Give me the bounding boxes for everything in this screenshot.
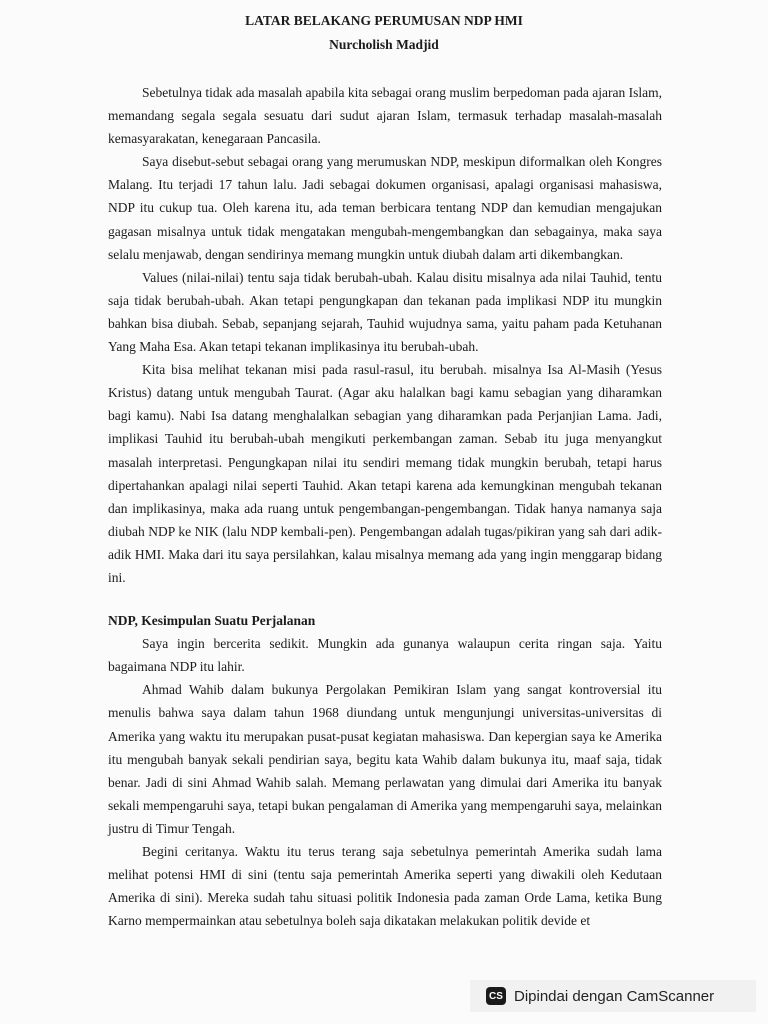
- section-heading: NDP, Kesimpulan Suatu Perjalanan: [108, 613, 316, 629]
- paragraph: Saya disebut-sebut sebagai orang yang merumuskan NDP, meskipun diformalkan oleh Kongres Malang. Itu terjadi 17 tahun lalu. Jadi sebagai dokumen organisasi, apalagi organisasi mahasiswa, NDP itu cukup tua. Oleh karena itu, ada teman berbicara tentang NDP dan kemudian mengajukan gagasan misalnya untuk tidak mengatakan mengubah-mengembangkan dan sebagainya, maka saya selalu menjawab, dengan sendirinya memang mungkin untuk diubah dalam arti dikembangkan.: [108, 154, 662, 262]
- paragraph: Saya ingin bercerita sedikit. Mungkin ada gunanya walaupun cerita ringan saja. Yaitu bagaimana NDP itu lahir.: [108, 636, 662, 675]
- paragraph: Kita bisa melihat tekanan misi pada rasul-rasul, itu berubah. misalnya Isa Al-Masih (Yesus Kristus) datang untuk mengubah Taurat. (Agar aku halalkan bagi kamu sebagian yang diharamkan bagi kamu). Nabi Isa datang menghalalkan sebagian yang diharamkan pada Perjanjian Lama. Jadi, implikasi Tauhid itu berubah-ubah mengikuti perkembangan zaman. Sebab itu juga menyangkut masalah interpretasi. Pengungkapan nilai itu sendiri memang tidak mungkin berubah, tetapi harus dipertahankan apalagi nilai seperti Tauhid. Akan tetapi karena ada kemungkinan mengubah tekanan dan implikasinya, maka ada ruang untuk pengembangan-pengembangan. Tidak hanya namanya saja diubah NDP ke NIK (lalu NDP kembali-pen). Pengembangan adalah tugas/pikiran yang sah dari adik-adik HMI. Maka dari itu saya persilahkan, kalau misalnya memang ada yang ingin menggarap bidang ini.: [108, 362, 662, 585]
- camscanner-logo-icon: CS: [486, 987, 506, 1005]
- camscanner-watermark: [470, 980, 756, 1012]
- paragraph: Begini ceritanya. Waktu itu terus terang saja sebetulnya pemerintah Amerika sudah lama melihat potensi HMI di sini (tentu saja pemerintah Amerika seperti yang diwakili oleh Kedutaan Amerika di sini). Mereka sudah tahu situasi politik Indonesia pada zaman Orde Lama, ketika Bung Karno mempermainkan atau sebetulnya boleh saja dikatakan melakukan politik devide et: [108, 844, 662, 929]
- paragraph: Values (nilai-nilai) tentu saja tidak berubah-ubah. Kalau disitu misalnya ada nilai Tauhid, tentu saja tidak berubah-ubah. Akan tetapi pengungkapan dan tekanan pada implikasi NDP itu mungkin bahkan bisa diubah. Sebab, sepanjang sejarah, Tauhid wujudnya sama, yaitu paham pada Ketuhanan Yang Maha Esa. Akan tetapi tekanan implikasinya itu berubah-ubah.: [108, 269, 662, 355]
- document-author: Nurcholish Madjid: [329, 37, 439, 52]
- paragraph: Ahmad Wahib dalam bukunya Pergolakan Pemikiran Islam yang sangat kontroversial itu menulis bahwa saya dalam tahun 1968 diundang untuk mengunjungi universitas-universitas di Amerika yang waktu itu merupakan pusat-pusat kegiatan mahasiswa. Dan kepergian saya ke Amerika itu mengubah banyak sekali pendirian saya, begitu kata Wahib dalam bukunya itu, maaf saja, tidak benar. Jadi di sini Ahmad Wahib salah. Memang perlawatan yang dimulai dari Amerika itu banyak sekali mempengaruhi saya, tetapi bukan pengalaman di Amerika yang mempengaruhi saya, melainkan justru di Timur Tengah.: [108, 682, 662, 836]
- paragraph: Sebetulnya tidak ada masalah apabila kita sebagai orang muslim berpedoman pada ajaran Islam, memandang segala segala sesuatu dari sudut ajaran Islam, termasuk terhadap masalah-masalah kemasyarakatan, kenegaraan Pancasila.: [108, 85, 662, 147]
- watermark-text: Dipindai dengan CamScanner: [514, 987, 715, 1005]
- document-body: [108, 81, 662, 932]
- document-title: LATAR BELAKANG PERUMUSAN NDP HMI: [245, 13, 523, 28]
